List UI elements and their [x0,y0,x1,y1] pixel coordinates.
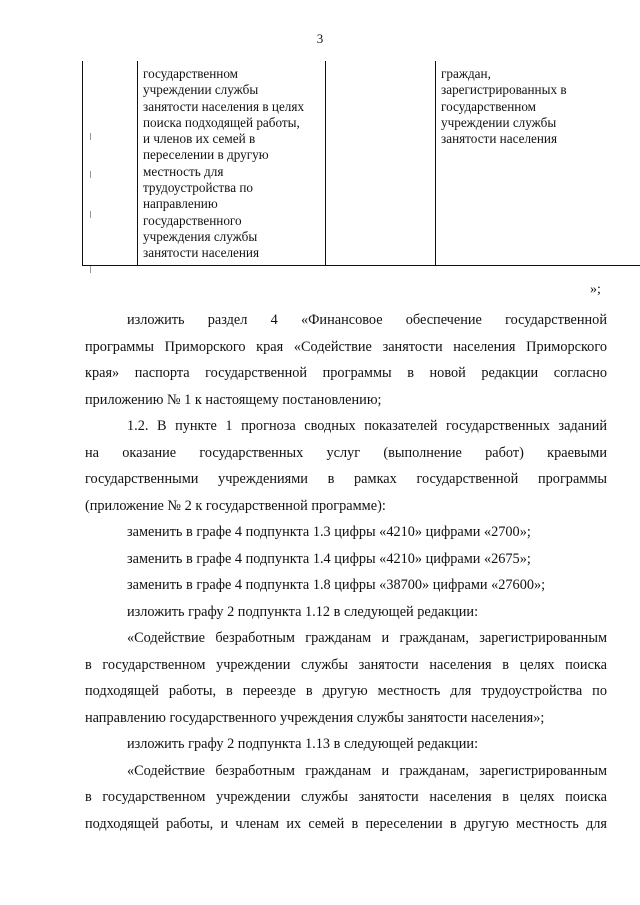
text-line: изложить графу 2 подпункта 1.12 в следующей редакции: [127,603,479,620]
cell-text-line: занятости населения [441,131,558,147]
text-line: направлению государственного учреждения службы занятости населения»; [85,709,545,726]
cell-text-line: государственном [441,98,537,114]
text-line: (приложение № 2 к государственной программе): [85,497,386,514]
cell-text-line: зарегистрированных в [441,82,567,98]
cell-text-line: учреждения службы [143,228,258,244]
text-line: 1.2. В пункте 1 прогноза сводных показателей государственных заданий [127,418,607,434]
continuation-table [82,61,640,266]
cell-text-line: занятости населения в целях [143,98,305,114]
paragraph-quote-1-13 [85,758,607,838]
paragraph-1-2 [85,413,607,519]
text-line: заменить в графе 4 подпункта 1.4 цифры «4210» цифрами «2675»; [127,550,531,567]
table-cell-number [83,61,138,265]
cell-text-line: учреждении службы [441,114,557,130]
scan-artifact-mark [90,266,91,273]
cell-text-line: переселении в другую [143,147,269,163]
page-number: 3 [316,31,324,46]
cell-text-line: государственного [143,212,242,228]
paragraph-state-1-12 [85,599,607,626]
text-line: «Содействие безработным гражданам и гражданам, зарегистрированным [127,762,607,779]
text-line: приложению № 1 к настоящему постановлению; [85,391,382,408]
paragraph-quote-1-12 [85,625,607,731]
table-cell-recipients [436,61,640,265]
table-row [83,61,640,265]
text-line: заменить в графе 4 подпункта 1.3 цифры «4210» цифрами «2700»; [127,524,531,540]
text-line: в государственном учреждении службы занятости населения в целях поиска [85,656,607,673]
paragraph-replace-1-8 [85,572,607,599]
cell-text-line: граждан, [441,66,491,81]
text-line: заменить в графе 4 подпункта 1.8 цифры «38700» цифрами «27600»; [127,577,546,593]
paragraph-replace-1-4 [85,546,607,573]
table-cell-empty [326,61,436,265]
cell-text-line: местность для [143,163,224,179]
closing-quote: »; [590,282,601,297]
table-cell-service-description [138,61,326,265]
text-line: программы Приморского края «Содействие занятости населения Приморского [85,338,607,355]
text-line: подходящей работы, в переезде в другую местность для трудоустройства по [85,683,607,699]
paragraph-state-1-13 [85,731,607,758]
cell-text-line: учреждении службы [143,82,259,98]
scan-artifact-mark [90,133,91,140]
text-line: изложить раздел 4 «Финансовое обеспечение государственной [127,312,607,328]
cell-text-line: и членов их семей в [143,131,256,147]
text-line: подходящей работы, и членам их семей в переселении в другую местность для [85,815,607,832]
cell-text-line: поиска подходящей работы, [143,114,300,130]
text-line: «Содействие безработным гражданам и гражданам, зарегистрированным [127,630,607,646]
paragraph-replace-1-3 [85,519,607,546]
scan-artifact-mark [90,171,91,178]
cell-text-line: занятости населения [143,245,260,261]
cell-text-line: трудоустройства по [143,180,253,196]
text-line: государственными учреждениями в рамках государственной программы [85,471,607,487]
scan-artifact-mark [90,211,91,218]
cell-text-line: государственном [143,66,239,81]
paragraph-section-4 [85,307,607,413]
text-line: края» паспорта государственной программы в новой редакции согласно [85,365,607,381]
document-body [85,307,607,837]
text-line: изложить графу 2 подпункта 1.13 в следующей редакции: [127,736,479,752]
text-line: на оказание государственных услуг (выполнение работ) краевыми [85,444,607,461]
text-line: в государственном учреждении службы занятости населения в целях поиска [85,789,607,805]
cell-text-line: направлению [143,196,218,212]
